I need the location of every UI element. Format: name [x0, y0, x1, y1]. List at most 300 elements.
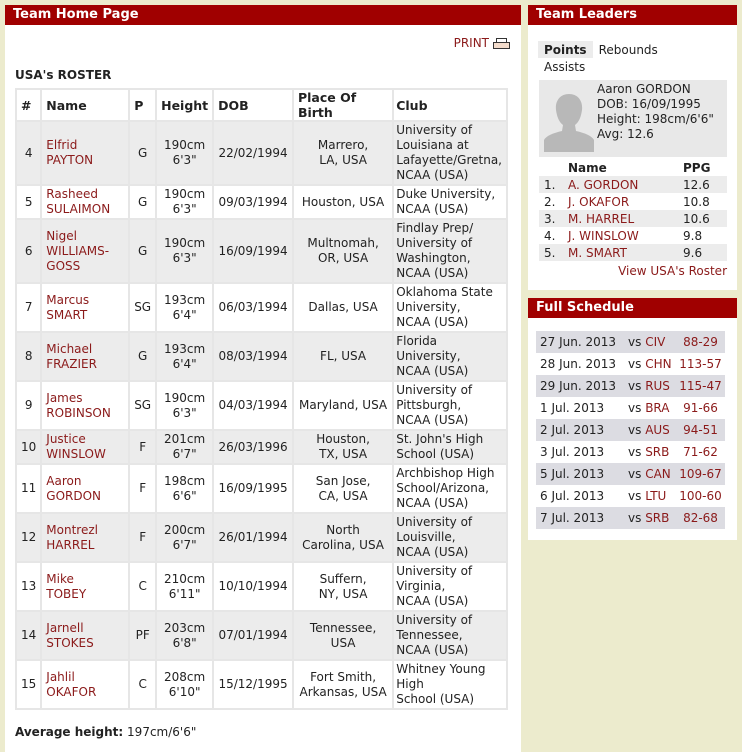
player-number: 7	[16, 283, 41, 332]
club-line: Archbishop High	[396, 466, 495, 480]
panel-title: Team Home Page	[5, 5, 521, 25]
player-last-name: ROBINSON	[46, 405, 111, 420]
game-opponent-cell	[624, 331, 672, 353]
height-ft: 6'8"	[172, 635, 197, 650]
player-name-cell	[41, 219, 129, 283]
height-cm: 198cm	[164, 473, 206, 488]
player-position: F	[129, 464, 156, 513]
game-date: 3 Jul. 2013	[536, 441, 624, 463]
player-name-link[interactable]	[46, 187, 110, 216]
roster-header-row	[16, 89, 507, 121]
player-name-cell	[41, 611, 129, 660]
leader-ppg: 9.6	[683, 244, 727, 261]
player-number: 9	[16, 381, 41, 430]
club-line: High	[396, 677, 424, 691]
player-first-name: Mike	[46, 571, 74, 586]
roster-row	[16, 611, 507, 660]
player-number: 15	[16, 660, 41, 709]
pob-line: Multnomah,	[307, 236, 379, 250]
club-line: University of	[396, 564, 473, 578]
game-score-link[interactable]: 82-68	[672, 507, 725, 529]
col-rank	[539, 159, 568, 176]
player-dob: 15/12/1995	[213, 660, 293, 709]
col-place-of-birth: Place Of Birth	[293, 89, 393, 121]
player-name-link[interactable]	[46, 670, 96, 699]
schedule-row	[536, 463, 725, 485]
print-label: PRINT	[453, 36, 489, 50]
player-position: G	[129, 121, 156, 185]
leader-name: Aaron GORDON	[597, 82, 691, 96]
height-cm: 193cm	[164, 341, 206, 356]
club-line: Whitney Young	[396, 662, 486, 676]
club-line: School (USA)	[396, 692, 475, 706]
roster-row	[16, 283, 507, 332]
player-dob: 16/09/1995	[213, 464, 293, 513]
schedule-row	[536, 375, 725, 397]
panel-title: Full Schedule	[528, 298, 737, 318]
game-date: 6 Jul. 2013	[536, 485, 624, 507]
leader-height: Height: 198cm/6'6"	[597, 112, 714, 126]
player-dob: 09/03/1994	[213, 185, 293, 219]
game-opponent-cell	[624, 353, 672, 375]
player-first-name: Montrezl	[46, 522, 98, 537]
pob-line: Marrero,	[317, 138, 369, 152]
roster-row	[16, 464, 507, 513]
player-first-name: Jarnell	[46, 620, 84, 635]
opponent-link[interactable]: LTU	[645, 489, 667, 503]
club-line: Washington,	[396, 251, 471, 265]
leader-info	[597, 82, 714, 142]
game-score-link[interactable]: 115-47	[672, 375, 725, 397]
leader-name-link[interactable]: J. WINSLOW	[568, 228, 639, 243]
player-name-link[interactable]	[46, 342, 97, 371]
player-height	[156, 332, 213, 381]
player-first-name: Aaron	[46, 473, 82, 488]
leader-name-link[interactable]: J. OKAFOR	[568, 194, 630, 209]
game-date: 27 Jun. 2013	[536, 331, 624, 353]
player-number: 6	[16, 219, 41, 283]
player-name-cell	[41, 430, 129, 464]
player-name-cell	[41, 464, 129, 513]
player-height	[156, 283, 213, 332]
club-line: Oklahoma State	[396, 285, 493, 299]
club-line: School/Arizona,	[396, 481, 489, 495]
col-name: Name	[41, 89, 129, 121]
player-number: 8	[16, 332, 41, 381]
opponent-link[interactable]: SRB	[645, 511, 670, 525]
height-ft: 6'3"	[172, 202, 197, 216]
player-place-of-birth	[293, 381, 393, 430]
player-position: G	[129, 332, 156, 381]
player-position: F	[129, 430, 156, 464]
roster-title: USA's ROSTER	[15, 68, 112, 82]
player-last-name: SMART	[46, 307, 88, 322]
club-line: Lafayette/Gretna,	[396, 153, 502, 167]
leader-ppg: 10.8	[683, 194, 710, 209]
leaders-header-row	[539, 159, 727, 176]
player-place-of-birth	[293, 283, 393, 332]
height-cm: 190cm	[164, 138, 206, 152]
leader-name-cell	[568, 210, 683, 227]
player-name-cell	[41, 381, 129, 430]
player-position: C	[129, 660, 156, 709]
leader-name-cell	[568, 176, 683, 193]
player-last-name: HARREL	[46, 537, 95, 552]
player-name-cell	[41, 332, 129, 381]
leader-ppg: 12.6	[683, 176, 727, 193]
game-opponent-cell	[624, 441, 672, 463]
club-line: NCAA (USA)	[396, 643, 469, 657]
leader-tabs	[538, 41, 728, 75]
player-name-cell	[41, 283, 129, 332]
vs-label: vs	[628, 401, 642, 415]
col-number: #	[16, 89, 41, 121]
club-line: NCAA (USA)	[396, 545, 469, 559]
player-dob: 08/03/1994	[213, 332, 293, 381]
club-line: Duke University,	[396, 187, 496, 201]
pob-line: North	[326, 522, 360, 537]
panel-title: Team Leaders	[528, 5, 737, 25]
player-last-name: STOKES	[46, 635, 94, 650]
player-first-name: Rasheed	[46, 187, 98, 201]
player-club	[393, 660, 507, 709]
player-last-name: GORDON	[46, 488, 102, 503]
club-line: Virginia,	[396, 579, 446, 593]
pob-line: Maryland, USA	[299, 398, 388, 412]
game-date: 2 Jul. 2013	[536, 419, 624, 441]
average-height	[15, 725, 196, 739]
roster-row	[16, 381, 507, 430]
player-height	[156, 219, 213, 283]
pob-line: Fort Smith,	[310, 669, 377, 684]
leader-rank: 2.	[544, 194, 556, 209]
printer-icon	[493, 38, 509, 48]
player-dob: 04/03/1994	[213, 381, 293, 430]
club-line: NCAA (USA)	[396, 496, 469, 510]
height-cm: 193cm	[164, 292, 206, 307]
average-height-value: 197cm/6'6"	[127, 725, 197, 739]
height-cm: 190cm	[164, 236, 206, 250]
leader-row	[539, 227, 727, 244]
player-height	[156, 185, 213, 219]
player-name-cell	[41, 185, 129, 219]
game-date: 1 Jul. 2013	[536, 397, 624, 419]
game-opponent-cell	[624, 507, 672, 529]
player-place-of-birth	[293, 660, 393, 709]
team-home-panel	[5, 5, 521, 752]
pob-line: OR, USA	[317, 251, 369, 265]
player-club	[393, 513, 507, 562]
player-first-name: Michael	[46, 341, 93, 356]
view-roster-link[interactable]: View USA's Roster	[618, 264, 727, 278]
tab-points[interactable]: Points	[538, 41, 593, 58]
leader-rank: 5.	[539, 244, 568, 261]
height-ft: 6'3"	[172, 251, 197, 265]
player-height	[156, 660, 213, 709]
player-last-name: SULAIMON	[46, 202, 111, 216]
player-height	[156, 611, 213, 660]
player-name-link[interactable]	[46, 523, 98, 552]
player-place-of-birth	[293, 121, 393, 185]
opponent-link[interactable]: CIV	[645, 335, 666, 349]
club-line: St. John's High	[396, 432, 484, 446]
roster-body	[16, 121, 507, 709]
player-dob: 16/09/1994	[213, 219, 293, 283]
pob-line: FL, USA	[320, 349, 367, 363]
player-height	[156, 430, 213, 464]
height-ft: 6'11"	[168, 586, 201, 601]
player-dob: 22/02/1994	[213, 121, 293, 185]
vs-label: vs	[628, 511, 642, 525]
leader-rank: 4.	[544, 228, 556, 243]
height-cm: 190cm	[164, 187, 206, 201]
leader-rank: 3.	[539, 210, 568, 227]
game-date: 7 Jul. 2013	[536, 507, 624, 529]
player-last-name: OKAFOR	[46, 684, 97, 699]
player-last-name: WILLIAMS-​GOSS	[46, 243, 110, 273]
player-height	[156, 513, 213, 562]
player-last-name: TOBEY	[46, 586, 87, 601]
col-club: Club	[393, 89, 507, 121]
roster-row	[16, 185, 507, 219]
opponent-link[interactable]: RUS	[645, 379, 670, 393]
player-name-link[interactable]	[46, 572, 86, 601]
tab-assists[interactable]: Assists	[544, 60, 586, 74]
player-first-name: Nigel	[46, 228, 77, 243]
leader-card	[539, 80, 727, 157]
player-number: 13	[16, 562, 41, 611]
club-line: NCAA (USA)	[396, 413, 469, 427]
player-place-of-birth	[293, 332, 393, 381]
leader-name-link[interactable]: M. SMART	[568, 245, 627, 260]
player-club	[393, 185, 507, 219]
player-first-name: Elfrid	[46, 138, 78, 152]
opponent-link[interactable]: AUS	[645, 423, 670, 437]
club-line: NCAA (USA)	[396, 315, 469, 329]
player-place-of-birth	[293, 513, 393, 562]
player-club	[393, 283, 507, 332]
average-height-label: Average height:	[15, 725, 124, 739]
player-position: G	[129, 185, 156, 219]
club-line: University of	[396, 236, 473, 250]
leader-name-cell	[568, 227, 683, 244]
player-club	[393, 121, 507, 185]
player-place-of-birth	[293, 562, 393, 611]
opponent-link[interactable]: SRB	[645, 445, 670, 459]
player-number: 14	[16, 611, 41, 660]
leader-row	[539, 176, 727, 193]
player-number: 4	[16, 121, 41, 185]
pob-line: San Jose,	[315, 473, 371, 488]
vs-label: vs	[628, 379, 642, 393]
pob-line: LA, USA	[319, 153, 367, 167]
club-line: University of	[396, 613, 473, 627]
roster-table	[15, 88, 508, 710]
game-opponent-cell	[624, 463, 672, 485]
player-position: SG	[129, 381, 156, 430]
game-date: 29 Jun. 2013	[536, 375, 624, 397]
leader-ppg: 10.6	[683, 210, 727, 227]
height-cm: 190cm	[164, 390, 206, 405]
club-line: NCAA (USA)	[396, 594, 469, 608]
schedule-row	[536, 507, 725, 529]
roster-row	[16, 660, 507, 709]
player-club	[393, 562, 507, 611]
club-line: Louisville,	[396, 530, 456, 544]
leader-dob: DOB: 16/09/1995	[597, 97, 701, 111]
col-leader-name: Name	[568, 160, 607, 175]
height-ft: 6'6"	[172, 488, 197, 503]
height-ft: 6'4"	[172, 356, 197, 371]
player-name-link[interactable]	[46, 138, 93, 167]
player-number: 5	[16, 185, 41, 219]
vs-label: vs	[628, 489, 642, 503]
pob-line: Dallas, USA	[308, 300, 378, 314]
player-last-name: FRAZIER	[46, 356, 97, 371]
player-place-of-birth	[293, 464, 393, 513]
game-opponent-cell	[624, 419, 672, 441]
player-first-name: James	[46, 390, 83, 405]
schedule-row	[536, 397, 725, 419]
player-name-link[interactable]	[46, 229, 109, 273]
player-place-of-birth	[293, 611, 393, 660]
player-position: C	[129, 562, 156, 611]
player-club	[393, 611, 507, 660]
player-name-link[interactable]	[46, 474, 101, 503]
full-schedule-panel	[528, 298, 737, 540]
player-dob: 06/03/1994	[213, 283, 293, 332]
roster-row	[16, 562, 507, 611]
roster-row	[16, 332, 507, 381]
height-cm: 201cm	[164, 432, 206, 446]
player-position: SG	[129, 283, 156, 332]
schedule-row	[536, 419, 725, 441]
leader-row	[539, 244, 727, 261]
game-opponent-cell	[624, 397, 672, 419]
pob-line: Suffern,	[319, 571, 367, 586]
game-date: 28 Jun. 2013	[536, 353, 624, 375]
club-line: NCAA (USA)	[396, 364, 469, 378]
pob-line: Carolina, USA	[302, 537, 384, 552]
roster-row	[16, 219, 507, 283]
schedule-table	[536, 331, 725, 529]
leader-name-link[interactable]: M. HARREL	[568, 211, 635, 226]
player-position: F	[129, 513, 156, 562]
player-dob: 10/10/1994	[213, 562, 293, 611]
height-ft: 6'7"	[172, 537, 197, 552]
player-name-link[interactable]	[46, 432, 106, 461]
opponent-link[interactable]: CAN	[645, 467, 671, 481]
club-line: NCAA (USA)	[396, 266, 469, 280]
player-club	[393, 332, 507, 381]
height-ft: 6'3"	[172, 405, 197, 420]
leader-ppg: 9.8	[683, 228, 703, 243]
height-ft: 6'10"	[168, 684, 201, 699]
game-date: 5 Jul. 2013	[536, 463, 624, 485]
leader-name-cell	[568, 193, 683, 210]
leaders-body	[539, 176, 727, 261]
tab-rebounds[interactable]: Rebounds	[598, 43, 658, 57]
player-position: PF	[129, 611, 156, 660]
leader-row	[539, 193, 727, 210]
player-name-link[interactable]	[46, 293, 89, 322]
height-ft: 6'4"	[172, 307, 197, 322]
leader-name-cell	[568, 244, 683, 261]
player-last-name: PAYTON	[46, 153, 94, 167]
height-cm: 210cm	[164, 571, 206, 586]
player-number: 11	[16, 464, 41, 513]
pob-line: Tennessee, USA	[309, 620, 377, 650]
game-opponent-cell	[624, 485, 672, 507]
game-score-link[interactable]: 94-51	[672, 419, 725, 441]
leader-rank: 1.	[539, 176, 568, 193]
club-line: University,	[396, 300, 461, 314]
print-button[interactable]	[454, 36, 509, 50]
col-height: Height	[156, 89, 213, 121]
club-line: Findlay Prep/	[396, 221, 474, 235]
club-line: NCAA (USA)	[396, 168, 469, 182]
person-silhouette-icon	[544, 90, 594, 152]
schedule-row	[536, 441, 725, 463]
team-leaders-panel	[528, 5, 737, 290]
club-line: University of	[396, 383, 473, 397]
col-position: P	[129, 89, 156, 121]
col-ppg: PPG	[683, 160, 711, 175]
player-first-name: Justice	[46, 432, 86, 446]
leader-name-link[interactable]: A. GORDON	[568, 177, 639, 192]
opponent-link[interactable]: CHN	[645, 357, 672, 371]
pob-line: Houston,	[316, 432, 370, 446]
schedule-row	[536, 331, 725, 353]
player-club	[393, 430, 507, 464]
col-dob: DOB	[213, 89, 293, 121]
game-score-link[interactable]: 109-67	[672, 463, 725, 485]
player-name-cell	[41, 562, 129, 611]
player-first-name: Jahlil	[46, 669, 75, 684]
player-name-link[interactable]	[46, 391, 111, 420]
club-line: Pittsburgh,	[396, 398, 462, 412]
player-dob: 26/03/1996	[213, 430, 293, 464]
player-club	[393, 381, 507, 430]
player-dob: 26/01/1994	[213, 513, 293, 562]
vs-label: vs	[628, 335, 642, 349]
game-opponent-cell	[624, 375, 672, 397]
player-place-of-birth	[293, 430, 393, 464]
vs-label: vs	[628, 467, 642, 481]
game-score-link[interactable]: 71-62	[672, 441, 725, 463]
schedule-row	[536, 485, 725, 507]
club-line: School (USA)	[396, 447, 475, 461]
player-name-cell	[41, 121, 129, 185]
opponent-link[interactable]: BRA	[645, 401, 670, 415]
height-ft: 6'7"	[172, 447, 197, 461]
roster-row	[16, 513, 507, 562]
game-score-link[interactable]: 100-60	[672, 485, 725, 507]
game-score-link[interactable]: 91-66	[672, 397, 725, 419]
height-cm: 208cm	[164, 669, 206, 684]
vs-label: vs	[628, 357, 642, 371]
player-club	[393, 219, 507, 283]
player-first-name: Marcus	[46, 292, 90, 307]
game-score-link[interactable]: 113-57	[672, 353, 725, 375]
club-line: Louisiana at	[396, 138, 469, 152]
player-name-link[interactable]	[46, 621, 93, 650]
height-cm: 203cm	[164, 620, 206, 635]
club-line: University of	[396, 123, 473, 137]
pob-line: NY, USA	[318, 586, 368, 601]
game-score-link[interactable]: 88-29	[672, 331, 725, 353]
club-line: University of	[396, 515, 473, 529]
